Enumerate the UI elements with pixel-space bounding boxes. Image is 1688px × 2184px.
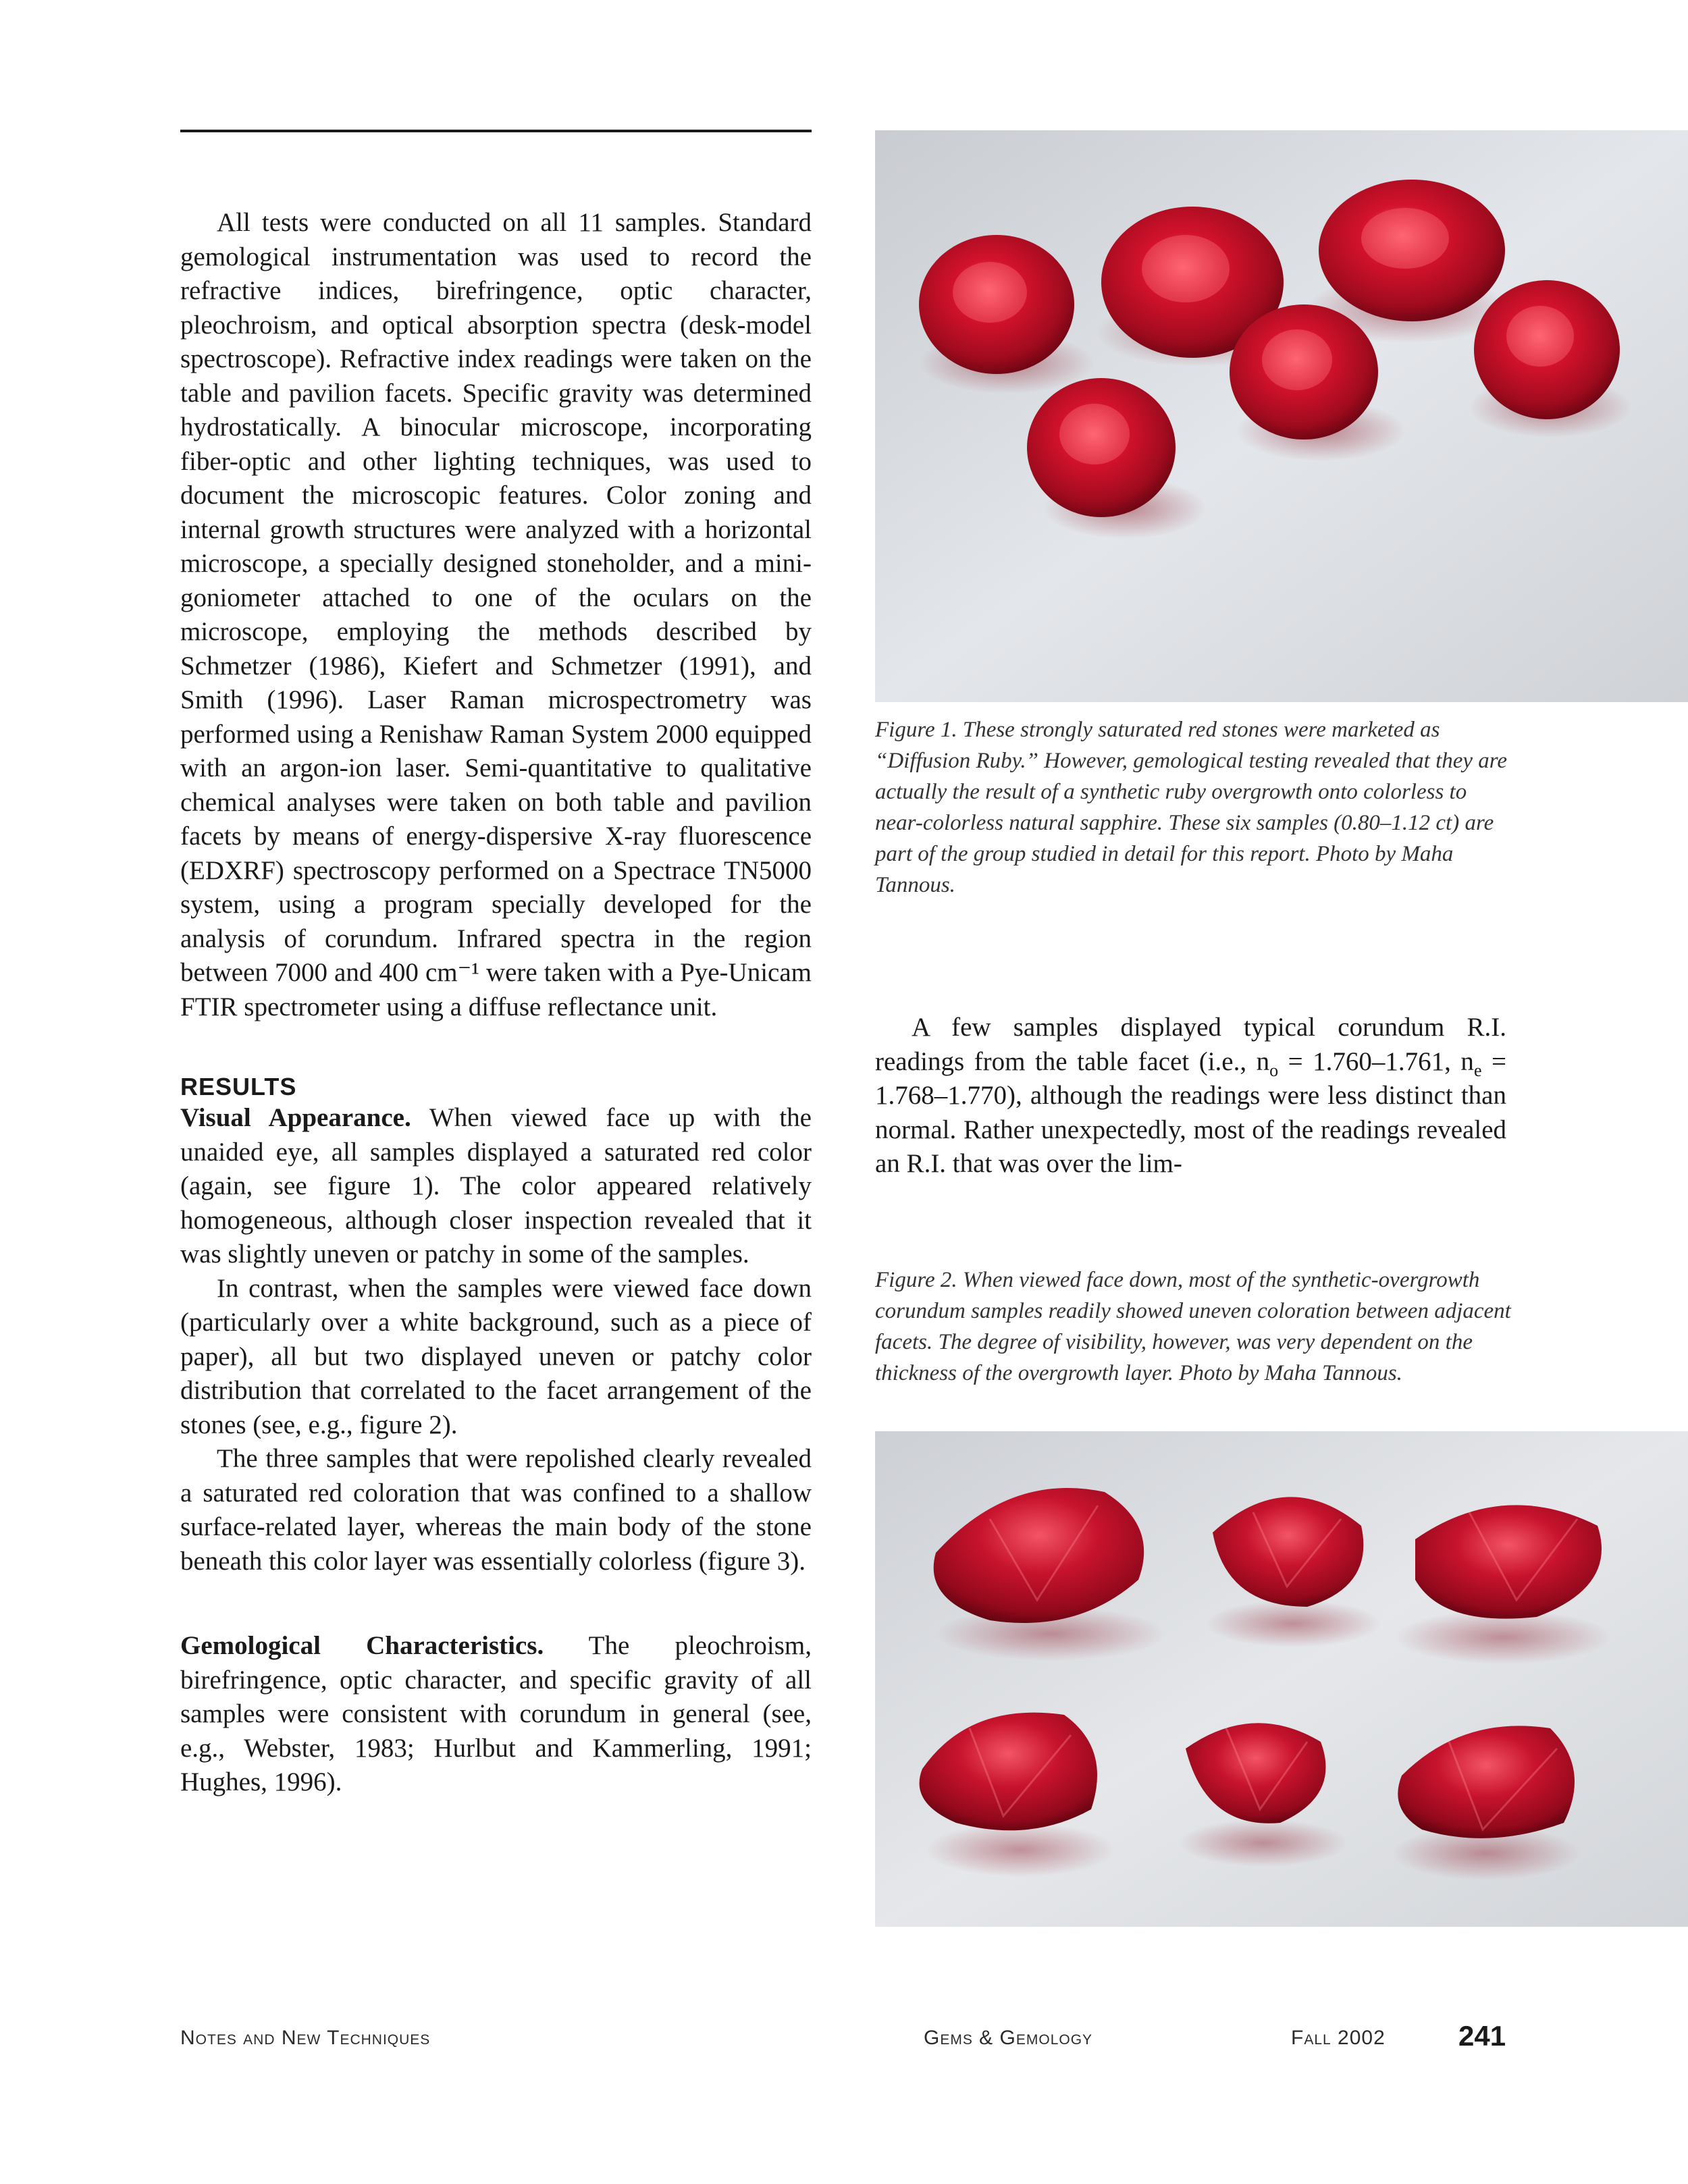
ri-subscript-o: o bbox=[1269, 1060, 1279, 1080]
right-column-text bbox=[875, 1011, 1506, 1181]
header-rule bbox=[180, 130, 812, 132]
ri-text-1: A few samples displayed typical corundum R.I. readings from the table facet (i.e., n bbox=[875, 1013, 1506, 1076]
ri-subscript-e: e bbox=[1473, 1060, 1482, 1080]
figure2-image bbox=[875, 1431, 1688, 1927]
footer-section: Notes and New Techniques bbox=[180, 2027, 431, 2049]
methods-paragraph: All tests were conducted on all 11 samples. Standard gemological instrumentation was used to record the refractive indices, birefringence, optic character, pleochroism, and optical absorption spectra (desk-model spectroscope). Refractive index readings were taken on the table and pavilion facets. Specific gravity was determined hydrostatically. A binocular microscope, incorporating fiber-optic and other lighting techniques, was used to document the microscopic features. Color zoning and internal growth structures were analyzed with a horizontal microscope, a specially designed stoneholder, and a mini-goniometer attached to one of the oculars on the microscope, employing the methods described by Schmetzer (1986), Kiefert and Schmetzer (1991), and Smith (1996). Laser Raman microspectrometry was performed using a Renishaw Raman System 2000 equipped with an argon-ion laser. Semi-quantitative to qualitative chemical analyses were taken on both table and pavilion facets by means of energy-dispersive X-ray fluorescence (EDXRF) spectroscopy performed on a Spectrace TN5000 system, using a program specially developed for the analysis of corundum. Infrared spectra in the region between 7000 and 400 cm⁻¹ were taken with a Pye-Unicam FTIR spectrometer using a diffuse reflectance unit. bbox=[180, 208, 812, 1021]
ri-text-2: = 1.760–1.761, n bbox=[1278, 1046, 1474, 1076]
gemological-text: The pleochroism, birefringence, optic character, and specific gravity of all samples were consistent with corundum in general (see, e.g., Webster, 1983; Hurlbut and Kammerling, 1991; Hughes, 1996). bbox=[180, 1631, 812, 1796]
visual-appearance-lead: Visual Appearance. bbox=[180, 1103, 411, 1132]
gemological-lead: Gemological Characteristics. bbox=[180, 1631, 544, 1660]
ri-text-3: = 1.768–1.770), although the readings were less distinct than normal. Rather unexpectedly, most of the readings revealed an R.I. that was over the lim- bbox=[875, 1046, 1506, 1178]
repolished-paragraph: The three samples that were repolished clearly revealed a saturated red coloration that was confined to a shallow surface-related layer, whereas the main body of the stone beneath this color layer was essentially colorless (figure 3). bbox=[180, 1444, 812, 1576]
figure2-photo bbox=[875, 1431, 1688, 1927]
results-heading: RESULTS bbox=[180, 1073, 297, 1100]
footer-journal: Gems & Gemology bbox=[924, 2027, 1093, 2049]
left-column bbox=[180, 206, 812, 1800]
footer-issue: Fall 2002 bbox=[1291, 2027, 1386, 2049]
page-number: 241 bbox=[1458, 2020, 1506, 2052]
visual-appearance-text: When viewed face up with the unaided eye, all samples displayed a saturated red color (again, see figure 1). The color appeared relatively homogeneous, although closer inspection revealed that it was slightly uneven or patchy in some of the samples. bbox=[180, 1103, 812, 1269]
figure1-caption: Figure 1. These strongly saturated red stones were marketed as “Diffusion Ruby.” However, gemological testing revealed that they are actually the result of a synthetic ruby overgrowth onto colorless to near-colorless natural sapphire. These six samples (0.80–1.12 ct) are part of the group studied in detail for this report. Photo by Maha Tannous. bbox=[875, 718, 1508, 897]
gemological-paragraph bbox=[180, 1629, 812, 1800]
ri-paragraph bbox=[875, 1011, 1506, 1181]
visual-appearance-paragraph bbox=[180, 1101, 812, 1272]
figure1-image bbox=[875, 130, 1688, 702]
figure1-photo bbox=[875, 130, 1688, 702]
contrast-paragraph: In contrast, when the samples were viewed face down (particularly over a white background, such as a piece of paper), all but two displayed uneven or patchy color distribution that correlated to the facet arrangement of the stones (see, e.g., figure 2). bbox=[180, 1273, 812, 1439]
figure2-caption: Figure 2. When viewed face down, most of the synthetic-overgrowth corundum samples readily showed uneven coloration between adjacent facets. The degree of visibility, however, was very dependent on the thickness of the overgrowth layer. Photo by Maha Tannous. bbox=[875, 1268, 1511, 1385]
